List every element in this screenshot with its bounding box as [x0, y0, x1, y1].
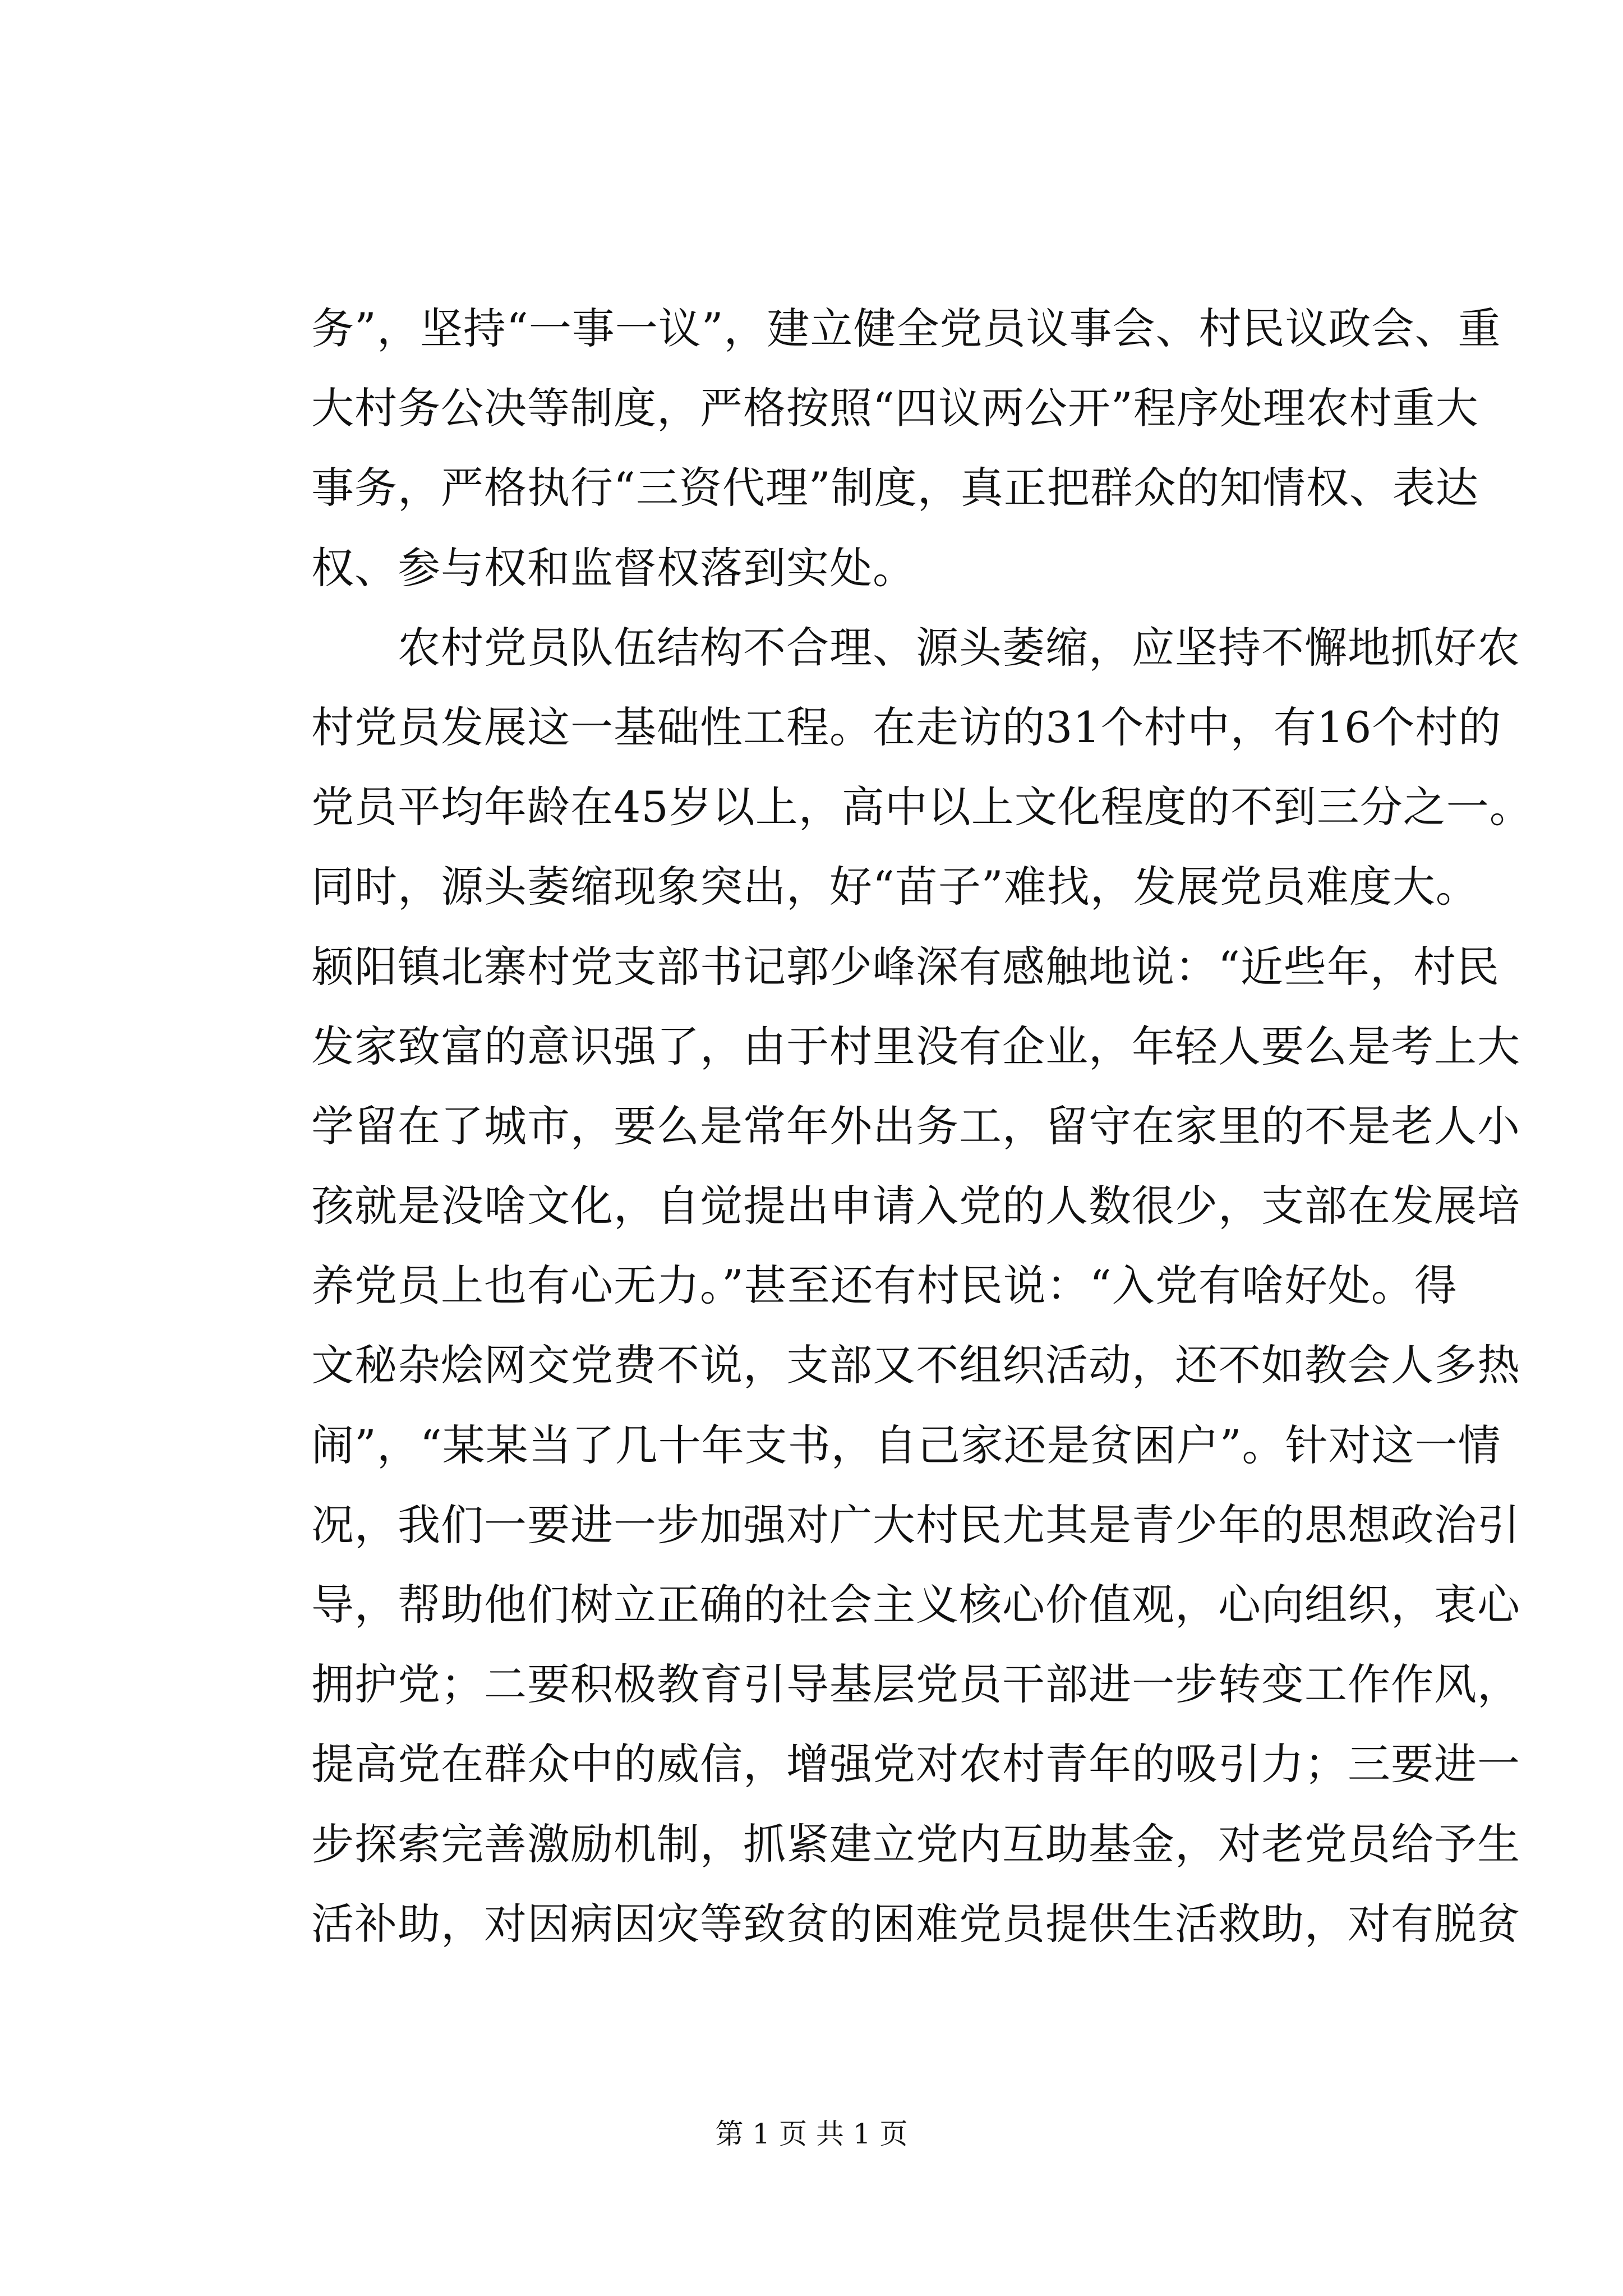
text-line: 党员平均年龄在45岁以上，高中以上文化程度的不到三分之一。 [311, 782, 1533, 832]
text-line: 况，我们一要进一步加强对广大村民尤其是青少年的思想政治引 [311, 1499, 1520, 1550]
text-line: 村党员发展这一基础性工程。在走访的31个村中，有16个村的 [311, 702, 1502, 752]
text-line: 养党员上也有心无力。”甚至还有村民说：“入党有啥好处。得 [311, 1260, 1458, 1311]
text-line: 活补助，对因病因灾等致贫的困难党员提供生活救助，对有脱贫 [311, 1898, 1520, 1949]
text-line: 步探索完善激励机制，抓紧建立党内互助基金，对老党员给予生 [311, 1819, 1520, 1869]
text-line: 发家致富的意识强了，由于村里没有企业，年轻人要么是考上大 [311, 1021, 1520, 1071]
text-line: 权、参与权和监督权落到实处。 [311, 542, 916, 593]
text-line: 同时，源头萎缩现象突出，好“苗子”难找，发展党员难度大。 [311, 862, 1479, 912]
text-line: 文秘杂烩网交党费不说，支部又不组织活动，还不如教会人多热 [311, 1340, 1520, 1391]
text-line: 闹”，“某某当了几十年支书，自己家还是贫困户”。针对这一情 [311, 1420, 1501, 1470]
text-line: 学留在了城市，要么是常年外出务工，留守在家里的不是老人小 [311, 1101, 1520, 1151]
text-line: 农村党员队伍结构不合理、源头萎缩，应坚持不懈地抓好农 [311, 622, 1520, 673]
page-number-label: 第 1 页 共 1 页 [715, 2118, 908, 2150]
text-line: 大村务公决等制度，严格按照“四议两公开”程序处理农村重大 [311, 383, 1479, 434]
text-line: 务”，坚持“一事一议”，建立健全党员议事会、村民议政会、重 [311, 303, 1501, 353]
body-text [311, 289, 1533, 1964]
text-line: 孩就是没啥文化，自觉提出申请入党的人数很少，支部在发展培 [311, 1181, 1520, 1231]
page-footer [0, 2117, 1623, 2151]
text-line: 事务，严格执行“三资代理”制度，真正把群众的知情权、表达 [311, 463, 1479, 513]
text-line: 提高党在群众中的威信，增强党对农村青年的吸引力；三要进一 [311, 1739, 1520, 1789]
text-line: 颍阳镇北寨村党支部书记郭少峰深有感触地说：“近些年，村民 [311, 941, 1500, 992]
text-line: 导，帮助他们树立正确的社会主义核心价值观，心向组织，衷心 [311, 1580, 1520, 1630]
text-line: 拥护党；二要积极教育引导基层党员干部进一步转变工作作风， [311, 1659, 1520, 1710]
